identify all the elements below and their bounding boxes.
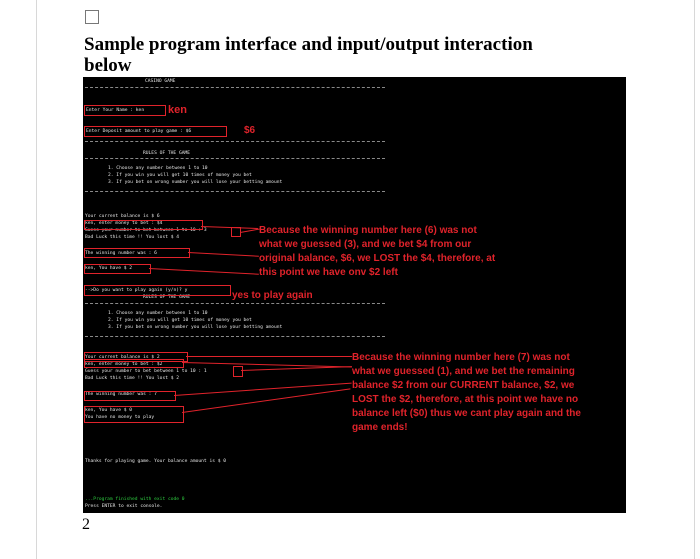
play-again-line: -->Do you want to play again (y/n)? y bbox=[85, 288, 188, 293]
rules-title: RULES OF THE GAME bbox=[143, 151, 191, 156]
highlight-guess-2 bbox=[233, 366, 243, 377]
rules-title: RULES OF THE GAME bbox=[143, 295, 191, 300]
rule-line: 1. Choose any number between 1 to 10 bbox=[108, 166, 208, 171]
highlight-bet-2 bbox=[84, 359, 184, 368]
annotation-explanation-1-line: Because the winning number here (6) was not bbox=[259, 225, 477, 236]
console-line: Guess your number to bet between 1 to 10 : 3 bbox=[85, 228, 207, 233]
console-line: Your current balance is $ 6 bbox=[85, 214, 160, 219]
console-line: The winning number was : 6 bbox=[85, 251, 157, 256]
console-line: ken, You have $ 0 bbox=[85, 408, 133, 413]
highlight-deposit bbox=[84, 126, 227, 137]
page-heading bbox=[84, 34, 644, 76]
highlight-balance-2 bbox=[84, 406, 184, 423]
rule-line: 3. If you bet on wrong number you will lose your betting amount bbox=[108, 180, 283, 185]
divider bbox=[85, 87, 385, 88]
divider bbox=[85, 141, 385, 142]
divider bbox=[85, 336, 385, 337]
annotation-deposit: $6 bbox=[244, 125, 256, 136]
rule-line: 3. If you bet on wrong number you will lose your betting amount bbox=[108, 325, 283, 330]
annotation-explanation-2-line: LOST the $2, therefore, at this point we have no bbox=[352, 394, 579, 405]
enter-deposit-line: Enter Deposit amount to play game : $6 bbox=[86, 129, 192, 134]
rule-line: 2. If you win you will get 10 times of money you bet bbox=[108, 318, 252, 323]
console-title: CASINO GAME bbox=[145, 79, 176, 84]
annotation-yes: yes to play again bbox=[232, 290, 313, 301]
rule-line: 1. Choose any number between 1 to 10 bbox=[108, 311, 208, 316]
divider bbox=[85, 191, 385, 192]
divider bbox=[85, 158, 385, 159]
heading-line-1: Sample program interface and input/output interaction bbox=[84, 34, 533, 55]
heading-line-2: below bbox=[84, 55, 132, 76]
console-line: The winning number was : 7 bbox=[85, 392, 157, 397]
console-line: You have no money to play bbox=[85, 415, 155, 420]
thanks-line: Thanks for playing game. Your balance amount is $ 0 bbox=[85, 459, 227, 464]
console-line: Guess your number to bet between 1 to 10 : 1 bbox=[85, 369, 207, 374]
connector-line bbox=[186, 356, 352, 357]
highlight-winning-2 bbox=[84, 391, 176, 401]
highlight-winning bbox=[84, 248, 190, 258]
annotation-name: ken bbox=[168, 104, 187, 116]
exit-code-line: ...Program finished with exit code 0 bbox=[85, 497, 185, 502]
press-enter-line: Press ENTER to exit console. bbox=[85, 504, 163, 509]
annotation-explanation-2-line: balance $2 from our CURRENT balance, $2, we bbox=[352, 380, 575, 391]
annotation-explanation-2-line: game ends! bbox=[352, 422, 408, 433]
enter-name-line: Enter Your Name : ken bbox=[86, 108, 145, 113]
checkbox-icon bbox=[85, 10, 99, 24]
console-line: Your current balance is $ 2 bbox=[85, 355, 160, 360]
console-line: ken, enter money to bet : $2 bbox=[85, 362, 163, 367]
annotation-explanation-2-line: balance left ($0) thus we cant play again and the bbox=[352, 408, 581, 419]
divider bbox=[85, 303, 385, 304]
page-margin-left bbox=[36, 0, 37, 559]
console-line: ken, You have $ 2 bbox=[85, 266, 133, 271]
console-line: Bad Luck this time !! You lost $ 4 bbox=[85, 235, 180, 240]
rule-line: 2. If you win you will get 10 times of money you bet bbox=[108, 173, 252, 178]
console-line: Bad Luck this time !! You lost $ 2 bbox=[85, 376, 180, 381]
annotation-explanation-2-line: Because the winning number here (7) was not bbox=[352, 352, 570, 363]
page-number: 2 bbox=[82, 516, 90, 533]
console-line: ken, enter money to bet : $4 bbox=[85, 221, 163, 226]
annotation-explanation-1-line: original balance, $6, we LOST the $4, therefore, at bbox=[259, 253, 496, 264]
highlight-balance bbox=[84, 264, 151, 274]
page-margin-right bbox=[694, 0, 695, 559]
highlight-bet bbox=[84, 220, 203, 230]
annotation-explanation-1-line: this point we have onv $2 left bbox=[259, 267, 398, 278]
annotation-explanation-1-line: what we guessed (3), and we bet $4 from our bbox=[259, 239, 472, 250]
highlight-play-again bbox=[84, 285, 231, 296]
annotation-explanation-2-line: what we guessed (1), and we bet the remaining bbox=[352, 366, 575, 377]
highlight-name bbox=[84, 105, 166, 116]
